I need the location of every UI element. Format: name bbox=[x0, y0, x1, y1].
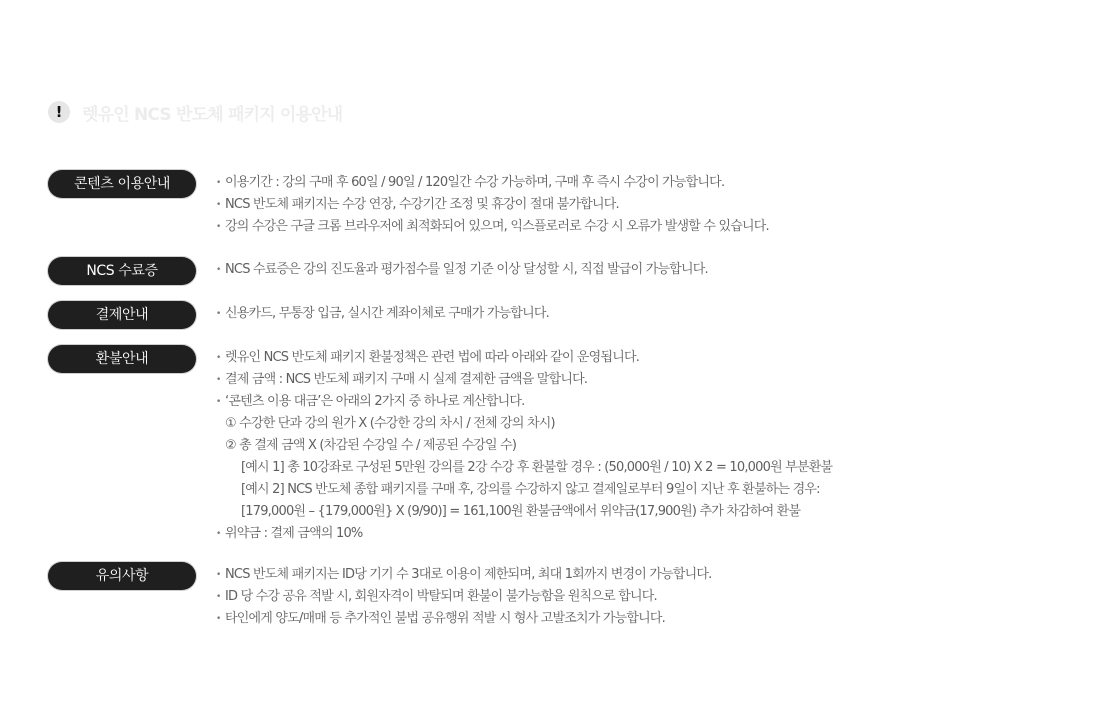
refund-example-item: [예시 2] NCS 반도체 종합 패키지를 구매 후, 강의를 수강하지 않고 결제일로부터 9일이 지난 후 환불하는 경우: bbox=[241, 482, 820, 497]
notice-title: 렛유인 NCS 반도체 패키지 이용안내 bbox=[82, 104, 343, 125]
section-label-precautions: 유의사항 bbox=[48, 562, 196, 590]
section-ncs-certificate bbox=[48, 257, 708, 285]
section-items bbox=[216, 301, 549, 325]
list-item: • 신용카드, 무통장 입금, 실시간 계좌이체로 구매가 가능합니다. bbox=[216, 303, 549, 325]
section-items bbox=[216, 257, 708, 281]
section-items bbox=[216, 345, 832, 545]
list-item: • 렛유인 NCS 반도체 패키지 환불정책은 관련 법에 따라 아래와 같이 운영됩니다. bbox=[216, 347, 832, 369]
exclamation-icon: ! bbox=[48, 101, 70, 123]
refund-method-item: ① 수강한 단과 강의 원가 X (수강한 강의 차시 / 전체 강의 차시) bbox=[225, 416, 555, 431]
list-item: • 타인에게 양도/매매 등 추가적인 불법 공유행위 적발 시 형사 고발조치가 가능합니다. bbox=[216, 608, 712, 630]
refund-method-item: ② 총 결제 금액 X (차감된 수강일 수 / 제공된 수강일 수) bbox=[225, 438, 517, 453]
list-item: • 강의 수강은 구글 크롬 브라우저에 최적화되어 있으며, 익스플로러로 수강 시 오류가 발생할 수 있습니다. bbox=[216, 216, 769, 238]
refund-example-item: [예시 1] 총 10강좌로 구성된 5만원 강의를 2강 수강 후 환불할 경우 : (50,000원 / 10) X 2 = 10,000원 부분환불 bbox=[241, 460, 833, 475]
section-precautions bbox=[48, 562, 712, 630]
section-label-ncs-certificate: NCS 수료증 bbox=[48, 257, 196, 285]
list-item: • 이용기간 : 강의 구매 후 60일 / 90일 / 120일간 수강 가능하며, 구매 후 즉시 수강이 가능합니다. bbox=[216, 172, 769, 194]
section-label-content-usage: 콘텐츠 이용안내 bbox=[48, 170, 196, 198]
list-item: • NCS 반도체 패키지는 ID당 기기 수 3대로 이용이 제한되며, 최대 1회까지 변경이 가능합니다. bbox=[216, 564, 712, 586]
section-items bbox=[216, 562, 712, 630]
notice-header bbox=[48, 100, 342, 124]
list-item: • 결제 금액 : NCS 반도체 패키지 구매 시 실제 결제한 금액을 말합니다. bbox=[216, 369, 832, 391]
section-label-refund: 환불안내 bbox=[48, 345, 196, 373]
section-refund bbox=[48, 345, 832, 545]
section-content-usage bbox=[48, 170, 769, 238]
section-label-payment: 결제안내 bbox=[48, 301, 196, 329]
refund-example-item: [179,000원 – {179,000원} X (9/90)] = 161,100원 환불금액에서 위약금(17,900원) 추가 차감하여 환불 bbox=[241, 504, 801, 519]
list-item: • 위약금 : 결제 금액의 10% bbox=[216, 523, 832, 545]
list-item: • NCS 반도체 패키지는 수강 연장, 수강기간 조정 및 휴강이 절대 불가합니다. bbox=[216, 194, 769, 216]
section-payment bbox=[48, 301, 549, 329]
section-items bbox=[216, 170, 769, 238]
list-item: • ‘콘텐츠 이용 대금’은 아래의 2가지 중 하나로 계산합니다. bbox=[216, 391, 832, 413]
list-item: • NCS 수료증은 강의 진도율과 평가점수를 일정 기준 이상 달성할 시, 직접 발급이 가능합니다. bbox=[216, 259, 708, 281]
list-item: • ID 당 수강 공유 적발 시, 회원자격이 박탈되며 환불이 불가능함을 원칙으로 합니다. bbox=[216, 586, 712, 608]
